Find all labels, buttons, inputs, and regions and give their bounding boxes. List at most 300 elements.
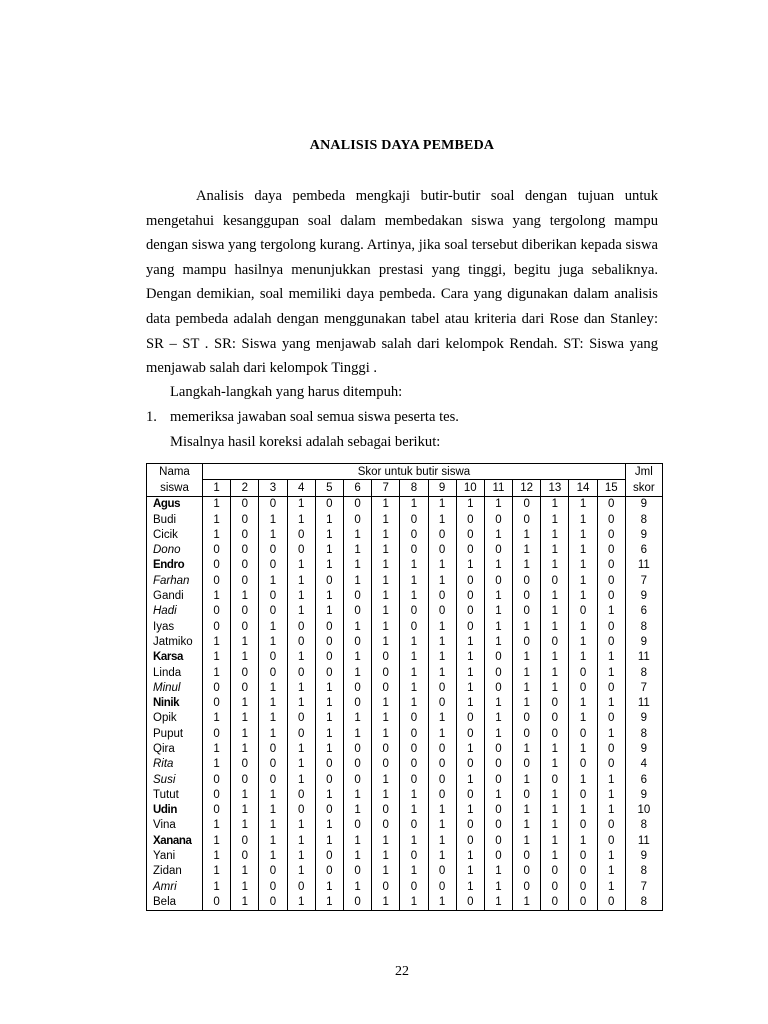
- score-cell: 1: [231, 818, 259, 833]
- score-cell: 1: [569, 711, 597, 726]
- score-cell: 0: [203, 894, 231, 910]
- score-cell: 1: [456, 558, 484, 573]
- score-cell: 0: [569, 864, 597, 879]
- score-cell: 1: [484, 894, 512, 910]
- table-row: [147, 527, 663, 542]
- score-cell: 0: [400, 772, 428, 787]
- total-score-cell: 9: [625, 741, 662, 756]
- score-cell: 0: [513, 711, 541, 726]
- score-cell: 1: [541, 512, 569, 527]
- total-score-cell: 9: [625, 634, 662, 649]
- score-cell: 1: [456, 650, 484, 665]
- score-cell: 1: [315, 787, 343, 802]
- score-cell: 1: [456, 496, 484, 512]
- table-row: [147, 650, 663, 665]
- score-cell: 1: [569, 833, 597, 848]
- item-number-header: 5: [315, 480, 343, 496]
- student-name: Farhan: [147, 573, 203, 588]
- score-cell: 0: [400, 879, 428, 894]
- score-cell: 0: [259, 741, 287, 756]
- score-cell: 1: [513, 558, 541, 573]
- score-cell: 0: [541, 711, 569, 726]
- total-score-cell: 8: [625, 512, 662, 527]
- score-cell: 0: [513, 634, 541, 649]
- score-cell: 0: [597, 634, 625, 649]
- score-cell: 1: [259, 512, 287, 527]
- item-number-header: 3: [259, 480, 287, 496]
- score-cell: 0: [231, 496, 259, 512]
- score-cell: 0: [372, 741, 400, 756]
- score-cell: 0: [456, 527, 484, 542]
- score-cell: 1: [513, 680, 541, 695]
- score-cell: 1: [400, 864, 428, 879]
- score-cell: 1: [203, 711, 231, 726]
- table-row: [147, 864, 663, 879]
- total-score-cell: 8: [625, 665, 662, 680]
- score-cell: 1: [597, 787, 625, 802]
- score-cell: 1: [372, 833, 400, 848]
- score-cell: 1: [597, 665, 625, 680]
- page-number: 22: [395, 964, 409, 979]
- score-cell: 0: [484, 848, 512, 863]
- score-cell: 0: [259, 542, 287, 557]
- score-cell: 0: [513, 512, 541, 527]
- score-cell: 0: [597, 833, 625, 848]
- score-cell: 0: [484, 772, 512, 787]
- score-cell: 1: [287, 818, 315, 833]
- score-cell: 1: [203, 864, 231, 879]
- intro-paragraph-text: Analisis daya pembeda mengkaji butir-butir soal dengan tujuan untuk mengetahui kesanggupan soal dalam membedakan siswa yang tergolong mampu dengan siswa yang tergolong kurang. Artinya, jika soal tersebut diberikan kepada siswa yang mampu hasilnya menunjukkan prestasi yang tinggi, begitu juga sebaliknya. Dengan demikian, soal memiliki daya pembeda. Cara yang digunakan dalam analisis data pembeda adalah dengan menggunakan tabel atau kriteria dari Rose dan Stanley: SR – ST . SR: Siswa yang menjawab salah dari kelompok Rendah. ST: Siswa yang menjawab salah dari kelompok Tinggi .: [146, 188, 658, 377]
- score-cell: 1: [287, 558, 315, 573]
- table-row: [147, 757, 663, 772]
- step-1-text: memeriksa jawaban soal semua siswa peserta tes.: [170, 409, 459, 425]
- score-cell: 0: [315, 650, 343, 665]
- score-cell: 1: [513, 542, 541, 557]
- score-cell: 1: [343, 726, 371, 741]
- score-cell: 0: [315, 619, 343, 634]
- score-cell: 1: [541, 527, 569, 542]
- score-cell: 0: [513, 787, 541, 802]
- score-cell: 1: [541, 604, 569, 619]
- score-cell: 1: [372, 695, 400, 710]
- table-row: [147, 833, 663, 848]
- score-cell: 0: [456, 573, 484, 588]
- score-cell: 0: [569, 757, 597, 772]
- score-cell: 1: [569, 542, 597, 557]
- score-table-body: [147, 496, 663, 910]
- score-cell: 0: [597, 558, 625, 573]
- score-cell: 1: [400, 665, 428, 680]
- score-cell: 0: [343, 864, 371, 879]
- score-cell: 1: [484, 496, 512, 512]
- score-cell: 1: [203, 741, 231, 756]
- table-row: [147, 711, 663, 726]
- score-cell: 1: [259, 573, 287, 588]
- student-name: Qira: [147, 741, 203, 756]
- score-cell: 1: [343, 650, 371, 665]
- header-name: Nama: [147, 464, 203, 480]
- score-cell: 1: [231, 803, 259, 818]
- score-cell: 0: [597, 757, 625, 772]
- score-cell: 0: [203, 680, 231, 695]
- score-cell: 1: [569, 634, 597, 649]
- score-cell: 0: [513, 864, 541, 879]
- score-cell: 0: [597, 527, 625, 542]
- table-row: [147, 680, 663, 695]
- score-cell: 1: [428, 512, 456, 527]
- score-cell: 1: [484, 558, 512, 573]
- score-cell: 1: [428, 634, 456, 649]
- score-cell: 1: [259, 787, 287, 802]
- item-number-header: 15: [597, 480, 625, 496]
- table-row: [147, 573, 663, 588]
- example-intro: Misalnya hasil koreksi adalah sebagai berikut:: [170, 434, 441, 450]
- score-cell: 0: [597, 573, 625, 588]
- score-cell: 0: [456, 787, 484, 802]
- score-cell: 0: [484, 573, 512, 588]
- score-cell: 1: [484, 726, 512, 741]
- score-cell: 0: [513, 604, 541, 619]
- score-cell: 1: [231, 695, 259, 710]
- student-name: Linda: [147, 665, 203, 680]
- score-cell: 1: [372, 864, 400, 879]
- header-name-2: siswa: [147, 480, 203, 496]
- score-cell: 0: [428, 757, 456, 772]
- score-cell: 0: [231, 757, 259, 772]
- score-cell: 1: [287, 650, 315, 665]
- score-cell: 1: [203, 527, 231, 542]
- score-cell: 0: [372, 818, 400, 833]
- score-cell: 0: [372, 665, 400, 680]
- score-cell: 0: [315, 573, 343, 588]
- total-score-cell: 6: [625, 772, 662, 787]
- score-cell: 0: [400, 818, 428, 833]
- header-total: Jml: [625, 464, 662, 480]
- score-cell: 1: [484, 634, 512, 649]
- score-cell: 1: [541, 496, 569, 512]
- score-cell: 0: [343, 772, 371, 787]
- total-score-cell: 9: [625, 787, 662, 802]
- score-cell: 1: [203, 818, 231, 833]
- score-cell: 0: [259, 496, 287, 512]
- score-cell: 1: [372, 787, 400, 802]
- score-cell: 1: [400, 833, 428, 848]
- total-score-cell: 8: [625, 726, 662, 741]
- score-cell: 0: [428, 787, 456, 802]
- score-cell: 0: [343, 757, 371, 772]
- score-cell: 1: [569, 512, 597, 527]
- score-cell: 1: [372, 634, 400, 649]
- score-cell: 1: [372, 573, 400, 588]
- score-cell: 0: [400, 619, 428, 634]
- score-cell: 0: [428, 772, 456, 787]
- score-cell: 1: [203, 512, 231, 527]
- score-cell: 0: [400, 711, 428, 726]
- score-cell: 1: [203, 496, 231, 512]
- score-cell: 1: [315, 711, 343, 726]
- score-cell: 0: [400, 757, 428, 772]
- score-cell: 1: [343, 787, 371, 802]
- total-score-cell: 7: [625, 573, 662, 588]
- item-number-header: 4: [287, 480, 315, 496]
- score-cell: 1: [231, 864, 259, 879]
- table-row: [147, 772, 663, 787]
- score-cell: 0: [400, 542, 428, 557]
- score-cell: 1: [315, 894, 343, 910]
- score-cell: 1: [259, 619, 287, 634]
- item-number-header: 2: [231, 480, 259, 496]
- total-score-cell: 8: [625, 894, 662, 910]
- score-cell: 0: [569, 787, 597, 802]
- score-cell: 0: [541, 634, 569, 649]
- score-cell: 1: [287, 695, 315, 710]
- score-cell: 0: [428, 879, 456, 894]
- score-cell: 0: [597, 496, 625, 512]
- score-cell: 0: [569, 848, 597, 863]
- score-cell: 1: [343, 527, 371, 542]
- score-cell: 1: [203, 588, 231, 603]
- score-cell: 0: [259, 772, 287, 787]
- score-cell: 0: [315, 665, 343, 680]
- score-cell: 1: [400, 803, 428, 818]
- student-name: Budi: [147, 512, 203, 527]
- score-cell: 1: [259, 695, 287, 710]
- item-number-header: 12: [513, 480, 541, 496]
- score-cell: 0: [287, 634, 315, 649]
- table-row: [147, 604, 663, 619]
- table-row: [147, 542, 663, 557]
- score-cell: 0: [428, 542, 456, 557]
- score-cell: 1: [231, 711, 259, 726]
- total-score-cell: 9: [625, 527, 662, 542]
- item-number-header: 13: [541, 480, 569, 496]
- score-cell: 0: [456, 833, 484, 848]
- table-row: [147, 634, 663, 649]
- score-cell: 1: [428, 650, 456, 665]
- score-cell: 1: [513, 695, 541, 710]
- total-score-cell: 9: [625, 711, 662, 726]
- score-cell: 1: [400, 695, 428, 710]
- score-cell: 0: [315, 757, 343, 772]
- score-cell: 1: [541, 787, 569, 802]
- score-cell: 1: [428, 573, 456, 588]
- score-cell: 1: [541, 542, 569, 557]
- score-cell: 0: [315, 496, 343, 512]
- score-cell: 1: [569, 588, 597, 603]
- item-number-header: 10: [456, 480, 484, 496]
- score-cell: 1: [287, 573, 315, 588]
- score-cell: 0: [287, 619, 315, 634]
- score-cell: 1: [231, 588, 259, 603]
- score-cell: 1: [513, 818, 541, 833]
- score-cell: 1: [315, 680, 343, 695]
- score-cell: 0: [343, 818, 371, 833]
- score-cell: 0: [597, 894, 625, 910]
- item-number-header: 8: [400, 480, 428, 496]
- score-cell: 1: [372, 558, 400, 573]
- score-cell: 1: [513, 619, 541, 634]
- score-cell: 1: [569, 650, 597, 665]
- score-cell: 0: [231, 558, 259, 573]
- score-cell: 1: [372, 512, 400, 527]
- score-cell: 1: [400, 573, 428, 588]
- score-cell: 0: [569, 680, 597, 695]
- score-cell: 0: [259, 604, 287, 619]
- score-cell: 0: [513, 757, 541, 772]
- score-cell: 0: [456, 619, 484, 634]
- score-cell: 0: [287, 527, 315, 542]
- total-score-cell: 6: [625, 542, 662, 557]
- score-cell: 1: [259, 680, 287, 695]
- score-cell: 0: [456, 512, 484, 527]
- score-cell: 0: [372, 757, 400, 772]
- score-cell: 1: [400, 496, 428, 512]
- score-cell: 0: [428, 864, 456, 879]
- score-cell: 1: [597, 726, 625, 741]
- score-cell: 1: [456, 848, 484, 863]
- score-cell: 1: [343, 711, 371, 726]
- score-cell: 0: [287, 879, 315, 894]
- score-cell: 1: [259, 818, 287, 833]
- score-cell: 0: [315, 864, 343, 879]
- total-score-cell: 8: [625, 818, 662, 833]
- score-cell: 0: [343, 695, 371, 710]
- score-cell: 0: [231, 542, 259, 557]
- score-cell: 0: [597, 818, 625, 833]
- score-cell: 1: [484, 787, 512, 802]
- student-name: Cicik: [147, 527, 203, 542]
- score-cell: 0: [343, 588, 371, 603]
- score-cell: 0: [456, 726, 484, 741]
- score-cell: 1: [287, 741, 315, 756]
- total-score-cell: 9: [625, 496, 662, 512]
- score-cell: 0: [569, 879, 597, 894]
- score-cell: 1: [372, 588, 400, 603]
- score-cell: 0: [456, 604, 484, 619]
- step-1: [146, 409, 459, 426]
- score-cell: 0: [456, 711, 484, 726]
- score-cell: 1: [484, 695, 512, 710]
- intro-paragraph: [146, 184, 658, 381]
- score-cell: 0: [484, 512, 512, 527]
- table-row: [147, 803, 663, 818]
- item-number-header: 9: [428, 480, 456, 496]
- score-cell: 1: [231, 879, 259, 894]
- score-cell: 1: [259, 527, 287, 542]
- score-cell: 1: [315, 527, 343, 542]
- score-cell: 0: [203, 772, 231, 787]
- score-cell: 1: [315, 542, 343, 557]
- score-cell: 0: [259, 879, 287, 894]
- score-cell: 0: [513, 588, 541, 603]
- student-name: Endro: [147, 558, 203, 573]
- total-score-cell: 11: [625, 650, 662, 665]
- score-cell: 1: [569, 695, 597, 710]
- score-cell: 1: [203, 848, 231, 863]
- score-cell: 1: [541, 588, 569, 603]
- score-cell: 0: [484, 665, 512, 680]
- table-row: [147, 787, 663, 802]
- total-score-cell: 11: [625, 833, 662, 848]
- score-cell: 1: [400, 680, 428, 695]
- student-name: Vina: [147, 818, 203, 833]
- header-scores: Skor untuk butir siswa: [203, 464, 626, 480]
- score-cell: 0: [203, 573, 231, 588]
- score-cell: 1: [513, 803, 541, 818]
- score-cell: 1: [287, 512, 315, 527]
- score-cell: 0: [315, 634, 343, 649]
- score-cell: 1: [315, 512, 343, 527]
- score-cell: 1: [597, 879, 625, 894]
- table-row: [147, 588, 663, 603]
- item-number-header: 11: [484, 480, 512, 496]
- score-cell: 0: [569, 665, 597, 680]
- score-cell: 1: [428, 818, 456, 833]
- student-name: Agus: [147, 496, 203, 512]
- score-cell: 1: [541, 650, 569, 665]
- score-cell: 1: [513, 650, 541, 665]
- score-cell: 1: [287, 680, 315, 695]
- score-cell: 0: [203, 803, 231, 818]
- score-cell: 1: [372, 619, 400, 634]
- score-cell: 1: [400, 558, 428, 573]
- score-cell: 0: [259, 894, 287, 910]
- score-cell: 1: [287, 864, 315, 879]
- header-total-2: skor: [625, 480, 662, 496]
- score-cell: 1: [541, 619, 569, 634]
- score-cell: 1: [400, 894, 428, 910]
- score-cell: 0: [484, 818, 512, 833]
- student-name: Dono: [147, 542, 203, 557]
- score-cell: 0: [569, 726, 597, 741]
- score-cell: 1: [315, 604, 343, 619]
- table-row: [147, 695, 663, 710]
- score-cell: 1: [372, 726, 400, 741]
- score-cell: 1: [569, 619, 597, 634]
- score-cell: 0: [231, 680, 259, 695]
- score-cell: 1: [231, 787, 259, 802]
- score-cell: 0: [484, 803, 512, 818]
- score-cell: 0: [203, 542, 231, 557]
- score-cell: 1: [203, 665, 231, 680]
- total-score-cell: 9: [625, 848, 662, 863]
- student-name: Amri: [147, 879, 203, 894]
- table-row: [147, 665, 663, 680]
- score-cell: 0: [203, 558, 231, 573]
- score-cell: 1: [343, 542, 371, 557]
- score-cell: 0: [343, 634, 371, 649]
- total-score-cell: 8: [625, 619, 662, 634]
- student-name: Bela: [147, 894, 203, 910]
- student-name: Susi: [147, 772, 203, 787]
- score-cell: 0: [597, 680, 625, 695]
- score-cell: 1: [428, 803, 456, 818]
- score-cell: 1: [569, 772, 597, 787]
- score-cell: 0: [400, 741, 428, 756]
- score-cell: 1: [400, 588, 428, 603]
- score-cell: 1: [484, 604, 512, 619]
- score-cell: 0: [484, 680, 512, 695]
- step-1-number: 1.: [146, 409, 157, 425]
- score-cell: 0: [343, 894, 371, 910]
- score-cell: 1: [287, 588, 315, 603]
- score-cell: 0: [428, 741, 456, 756]
- score-cell: 1: [428, 833, 456, 848]
- score-cell: 1: [315, 695, 343, 710]
- score-cell: 1: [343, 833, 371, 848]
- score-cell: 1: [484, 619, 512, 634]
- score-cell: 1: [343, 573, 371, 588]
